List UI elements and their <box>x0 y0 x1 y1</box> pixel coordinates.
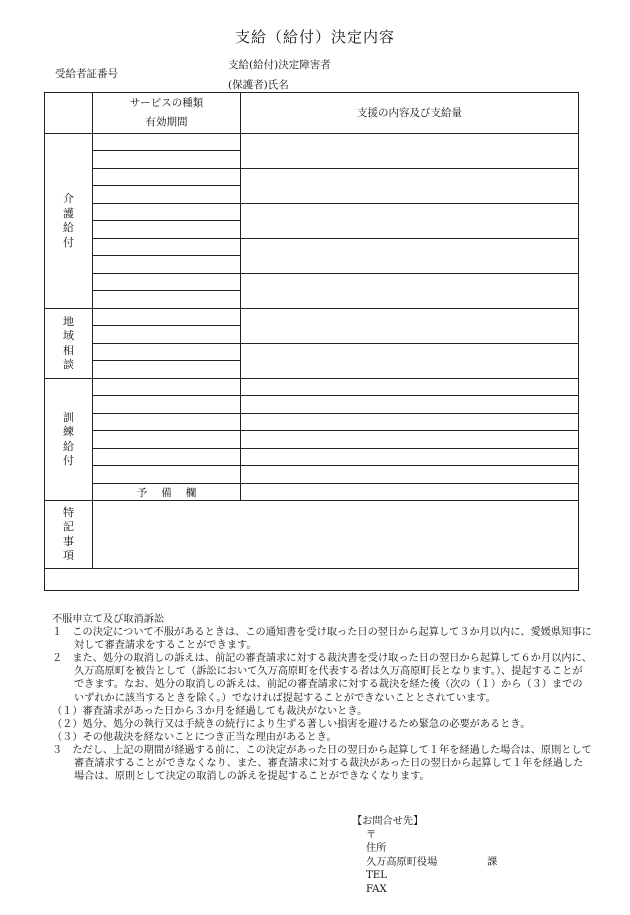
section-kaigo <box>45 134 93 309</box>
header-blank-cell <box>45 93 93 134</box>
kunren-support-4[interactable] <box>241 431 579 449</box>
kunren-support-2[interactable] <box>241 396 579 414</box>
decided-person-label: 支給(給付)決定障害者 <box>228 59 331 71</box>
chiiki-period[interactable] <box>93 361 241 379</box>
notice-sub-1: （１）審査請求があった日から３か月を経過しても裁決がないとき。 <box>52 705 368 717</box>
contact-dept: 課 <box>487 856 498 868</box>
valid-period-label: 有効期間 <box>145 116 188 128</box>
kunren-support-5[interactable] <box>241 449 579 466</box>
footer-blank-row[interactable] <box>45 569 579 591</box>
contact-office-row <box>352 856 497 870</box>
contact-office: 久万高原町役場 <box>366 856 438 868</box>
section-kaigo-label: 介護給付 <box>63 192 74 249</box>
recipient-number-label: 受給者証番号 <box>55 68 118 80</box>
kaigo-service-type[interactable] <box>93 169 241 186</box>
kaigo-support-2[interactable] <box>241 169 579 204</box>
special-notes-cell[interactable] <box>93 501 579 569</box>
chiiki-period[interactable] <box>93 326 241 344</box>
contact-tel: TEL <box>366 870 387 882</box>
kunren-period[interactable] <box>93 466 241 484</box>
reserve-cell[interactable] <box>241 484 579 501</box>
kaigo-support-5[interactable] <box>241 274 579 309</box>
chiiki-support-1[interactable] <box>241 309 579 344</box>
kaigo-period[interactable] <box>93 291 241 309</box>
decision-table <box>44 92 579 591</box>
support-content-header: 支援の内容及び支給量 <box>241 93 579 134</box>
section-chiiki-label: 地域相談 <box>63 314 74 371</box>
chiiki-service-type[interactable] <box>93 344 241 361</box>
kaigo-support-3[interactable] <box>241 204 579 239</box>
kaigo-service-type[interactable] <box>93 239 241 256</box>
page-title: 支給（給付）決定内容 <box>234 28 395 46</box>
notice-item-1: １ この決定について不服があるときは、この通知書を受け取った日の翌日から起算して３か月以内に、愛媛県知事に対して審査請求をすることができます。 <box>52 627 592 652</box>
kunren-support-6[interactable] <box>241 466 579 484</box>
kunren-service-type[interactable] <box>93 414 241 431</box>
section-tokki-label: 特記事項 <box>63 505 74 562</box>
kaigo-support-4[interactable] <box>241 239 579 274</box>
service-type-header <box>93 93 241 134</box>
notice-sub-3: （３）その他裁決を経ないことにつき正当な理由があるとき。 <box>52 731 337 743</box>
kunren-period[interactable] <box>93 431 241 449</box>
kaigo-period[interactable] <box>93 186 241 204</box>
kunren-support-1[interactable] <box>241 379 579 396</box>
section-tokki <box>45 501 93 569</box>
kaigo-period[interactable] <box>93 256 241 274</box>
kaigo-period[interactable] <box>93 151 241 169</box>
kunren-support-3[interactable] <box>241 414 579 431</box>
contact-heading: 【お問合せ先】 <box>352 816 424 827</box>
contact-address: 住所 <box>366 843 387 855</box>
kaigo-service-type[interactable] <box>93 204 241 221</box>
notice-item-3: ３ ただし、上記の期間が経過する前に、この決定があった日の翌日から起算して１年を経過した場合は、原則として審査請求することができなくなり、また、審査請求に対する裁決があった日の翌日から起算して１年を経過した場合は、原則として決定の取消しの訴えを提起することができなくなります。 <box>52 744 592 783</box>
appeal-notice <box>52 613 592 783</box>
contact-block <box>352 815 497 897</box>
kunren-service-type[interactable] <box>93 379 241 396</box>
notice-heading: 不服申立て及び取消訴訟 <box>52 614 165 625</box>
kunren-service-type[interactable] <box>93 449 241 466</box>
notice-sub-2: （２）処分、処分の執行又は手続きの続行により生ずる著しい損害を避けるため緊急の必要があるとき。 <box>52 718 531 730</box>
chiiki-service-type[interactable] <box>93 309 241 326</box>
contact-postal: 〒 <box>366 829 377 841</box>
service-type-label: サービスの種類 <box>129 97 204 109</box>
notice-item-2: ２ また、処分の取消しの訴えは、前記の審査請求に対する裁決書を受け取った日の翌日から起算して６か月以内に、久万高原町を被告として（訴訟において久万高原町を代表する者は久万高原町長となります。）、提起することができます。なお、処分の取消しの訴えは、前記の審査請求に対する裁決を経た後（次の（１）から（３）までのいずれかに該当するときを除く。）でなければ提起することができないこととされています。 <box>52 653 592 704</box>
chiiki-support-2[interactable] <box>241 344 579 379</box>
kaigo-period[interactable] <box>93 221 241 239</box>
guardian-name-label: (保護者)氏名 <box>228 79 289 91</box>
contact-fax: FAX <box>366 883 387 895</box>
kaigo-service-type[interactable] <box>93 134 241 151</box>
reserve-label: 予備欄 <box>93 484 241 501</box>
kaigo-support-1[interactable] <box>241 134 579 169</box>
section-kunren <box>45 379 93 501</box>
kunren-period[interactable] <box>93 396 241 414</box>
section-kunren-label: 訓練給付 <box>63 410 74 467</box>
kaigo-service-type[interactable] <box>93 274 241 291</box>
section-chiiki <box>45 309 93 379</box>
